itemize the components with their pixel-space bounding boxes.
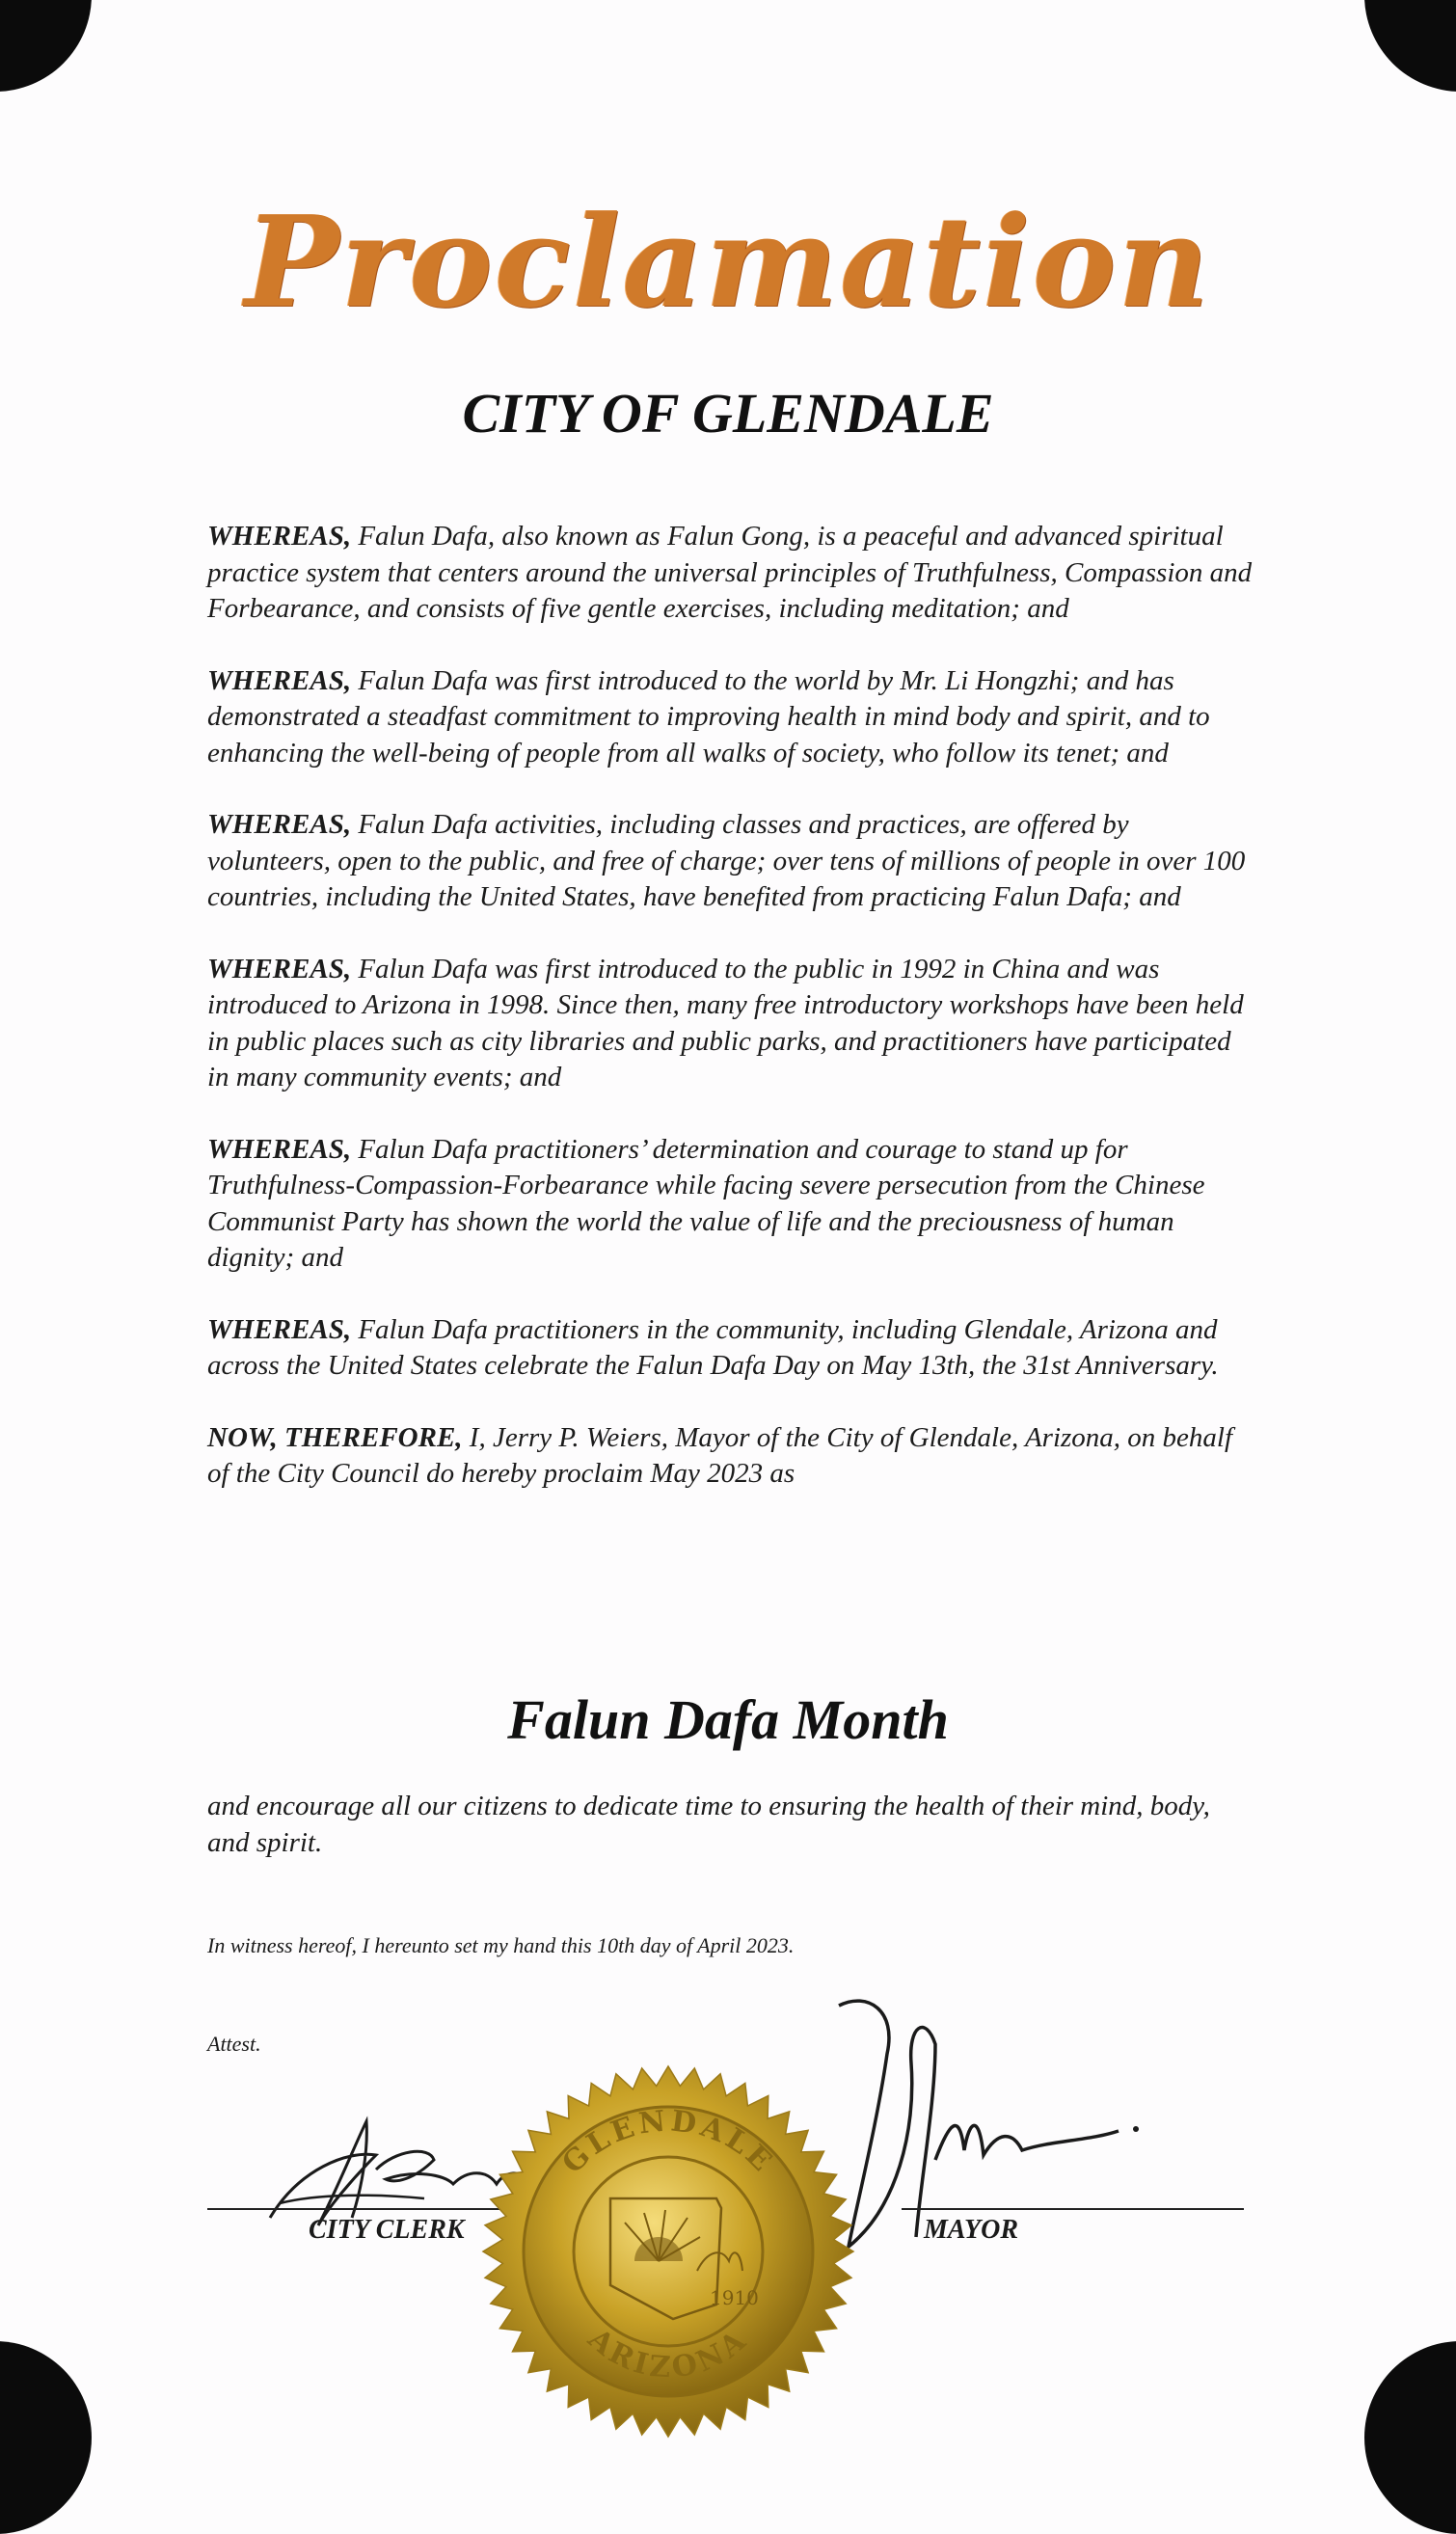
seal-top-text: GLENDALE bbox=[555, 2104, 781, 2181]
city-seal bbox=[480, 2063, 856, 2440]
corner-mount-bottom-right bbox=[1364, 2341, 1456, 2534]
clause-lead: WHEREAS, bbox=[207, 953, 352, 984]
clause-text: Falun Dafa practitioners’ determination and courage to stand up for Truthfulness-Compassion-Forbearance while facing severe persecution from the Chinese Communist Party has shown the world the value of life and the preciousness of human dignity; and bbox=[207, 1133, 1205, 1273]
clause-4 bbox=[207, 952, 1254, 1096]
clause-text: I, Jerry P. Weiers, Mayor of the City of Glendale, Arizona, on behalf of the City Council do hereby proclaim May 2023 as bbox=[207, 1421, 1233, 1489]
clause-lead: WHEREAS, bbox=[207, 1133, 352, 1165]
whereas-clauses bbox=[207, 519, 1254, 1528]
attest-label: Attest. bbox=[207, 2032, 261, 2056]
clause-6 bbox=[207, 1312, 1254, 1385]
clause-lead: WHEREAS, bbox=[207, 809, 352, 840]
clause-2 bbox=[207, 663, 1254, 772]
clause-text: Falun Dafa was first introduced to the world by Mr. Li Hongzhi; and has demonstrated a steadfast commitment to improving health in mind body and spirit, and to enhancing the well-being of people from all walks of society, who follow its tenet; and bbox=[207, 664, 1210, 768]
clause-3 bbox=[207, 807, 1254, 916]
seal-year: 1910 bbox=[710, 2286, 759, 2309]
clause-lead: WHEREAS, bbox=[207, 664, 352, 696]
city-clerk-signature-line bbox=[207, 2208, 526, 2210]
corner-mount-top-left bbox=[0, 0, 92, 92]
corner-mount-bottom-left bbox=[0, 2341, 92, 2534]
clause-text: Falun Dafa activities, including classes and practices, are offered by volunteers, open to the public, and free of charge; over tens of millions of people in over 100 countries, including the United States, have benefited from practicing Falun Dafa; and bbox=[207, 809, 1246, 912]
therefore-clause bbox=[207, 1420, 1254, 1493]
mayor-label: MAYOR bbox=[924, 2215, 1019, 2245]
seal-bottom-text: ARIZONA bbox=[581, 2322, 755, 2386]
witness-line: In witness hereof, I hereunto set my hand this 10th day of April 2023. bbox=[207, 1933, 795, 1957]
corner-mount-top-right bbox=[1364, 0, 1456, 92]
clause-1 bbox=[207, 519, 1254, 628]
clause-5 bbox=[207, 1132, 1254, 1277]
clause-text: Falun Dafa, also known as Falun Gong, is a peaceful and advanced spiritual practice system that centers around the universal principles of Truthfulness, Compassion and Forbearance, and consists of five gentle exercises, including meditation; and bbox=[207, 521, 1253, 624]
clause-text: Falun Dafa practitioners in the community, including Glendale, Arizona and across the United States celebrate the Falun Dafa Day on May 13th, the 31st Anniversary. bbox=[207, 1313, 1219, 1381]
document-title: Proclamation bbox=[244, 188, 1212, 336]
clause-lead: WHEREAS, bbox=[207, 521, 352, 552]
clause-lead: WHEREAS, bbox=[207, 1313, 352, 1345]
closing-statement: and encourage all our citizens to dedicate time to ensuring the health of their mind, body, and spirit. bbox=[207, 1791, 1210, 1858]
clause-text: Falun Dafa was first introduced to the public in 1992 in China and was introduced to Arizona in 1998. Since then, many free introductory workshops have been held in public places such as city libraries and public parks, and practitioners have participated in many community events; and bbox=[207, 953, 1244, 1092]
mayor-signature-line bbox=[902, 2208, 1244, 2210]
clause-lead: NOW, THEREFORE, bbox=[207, 1421, 463, 1453]
city-clerk-label: CITY CLERK bbox=[309, 2215, 465, 2245]
proclaimed-title: Falun Dafa Month bbox=[507, 1688, 949, 1751]
city-heading: CITY OF GLENDALE bbox=[462, 382, 994, 445]
